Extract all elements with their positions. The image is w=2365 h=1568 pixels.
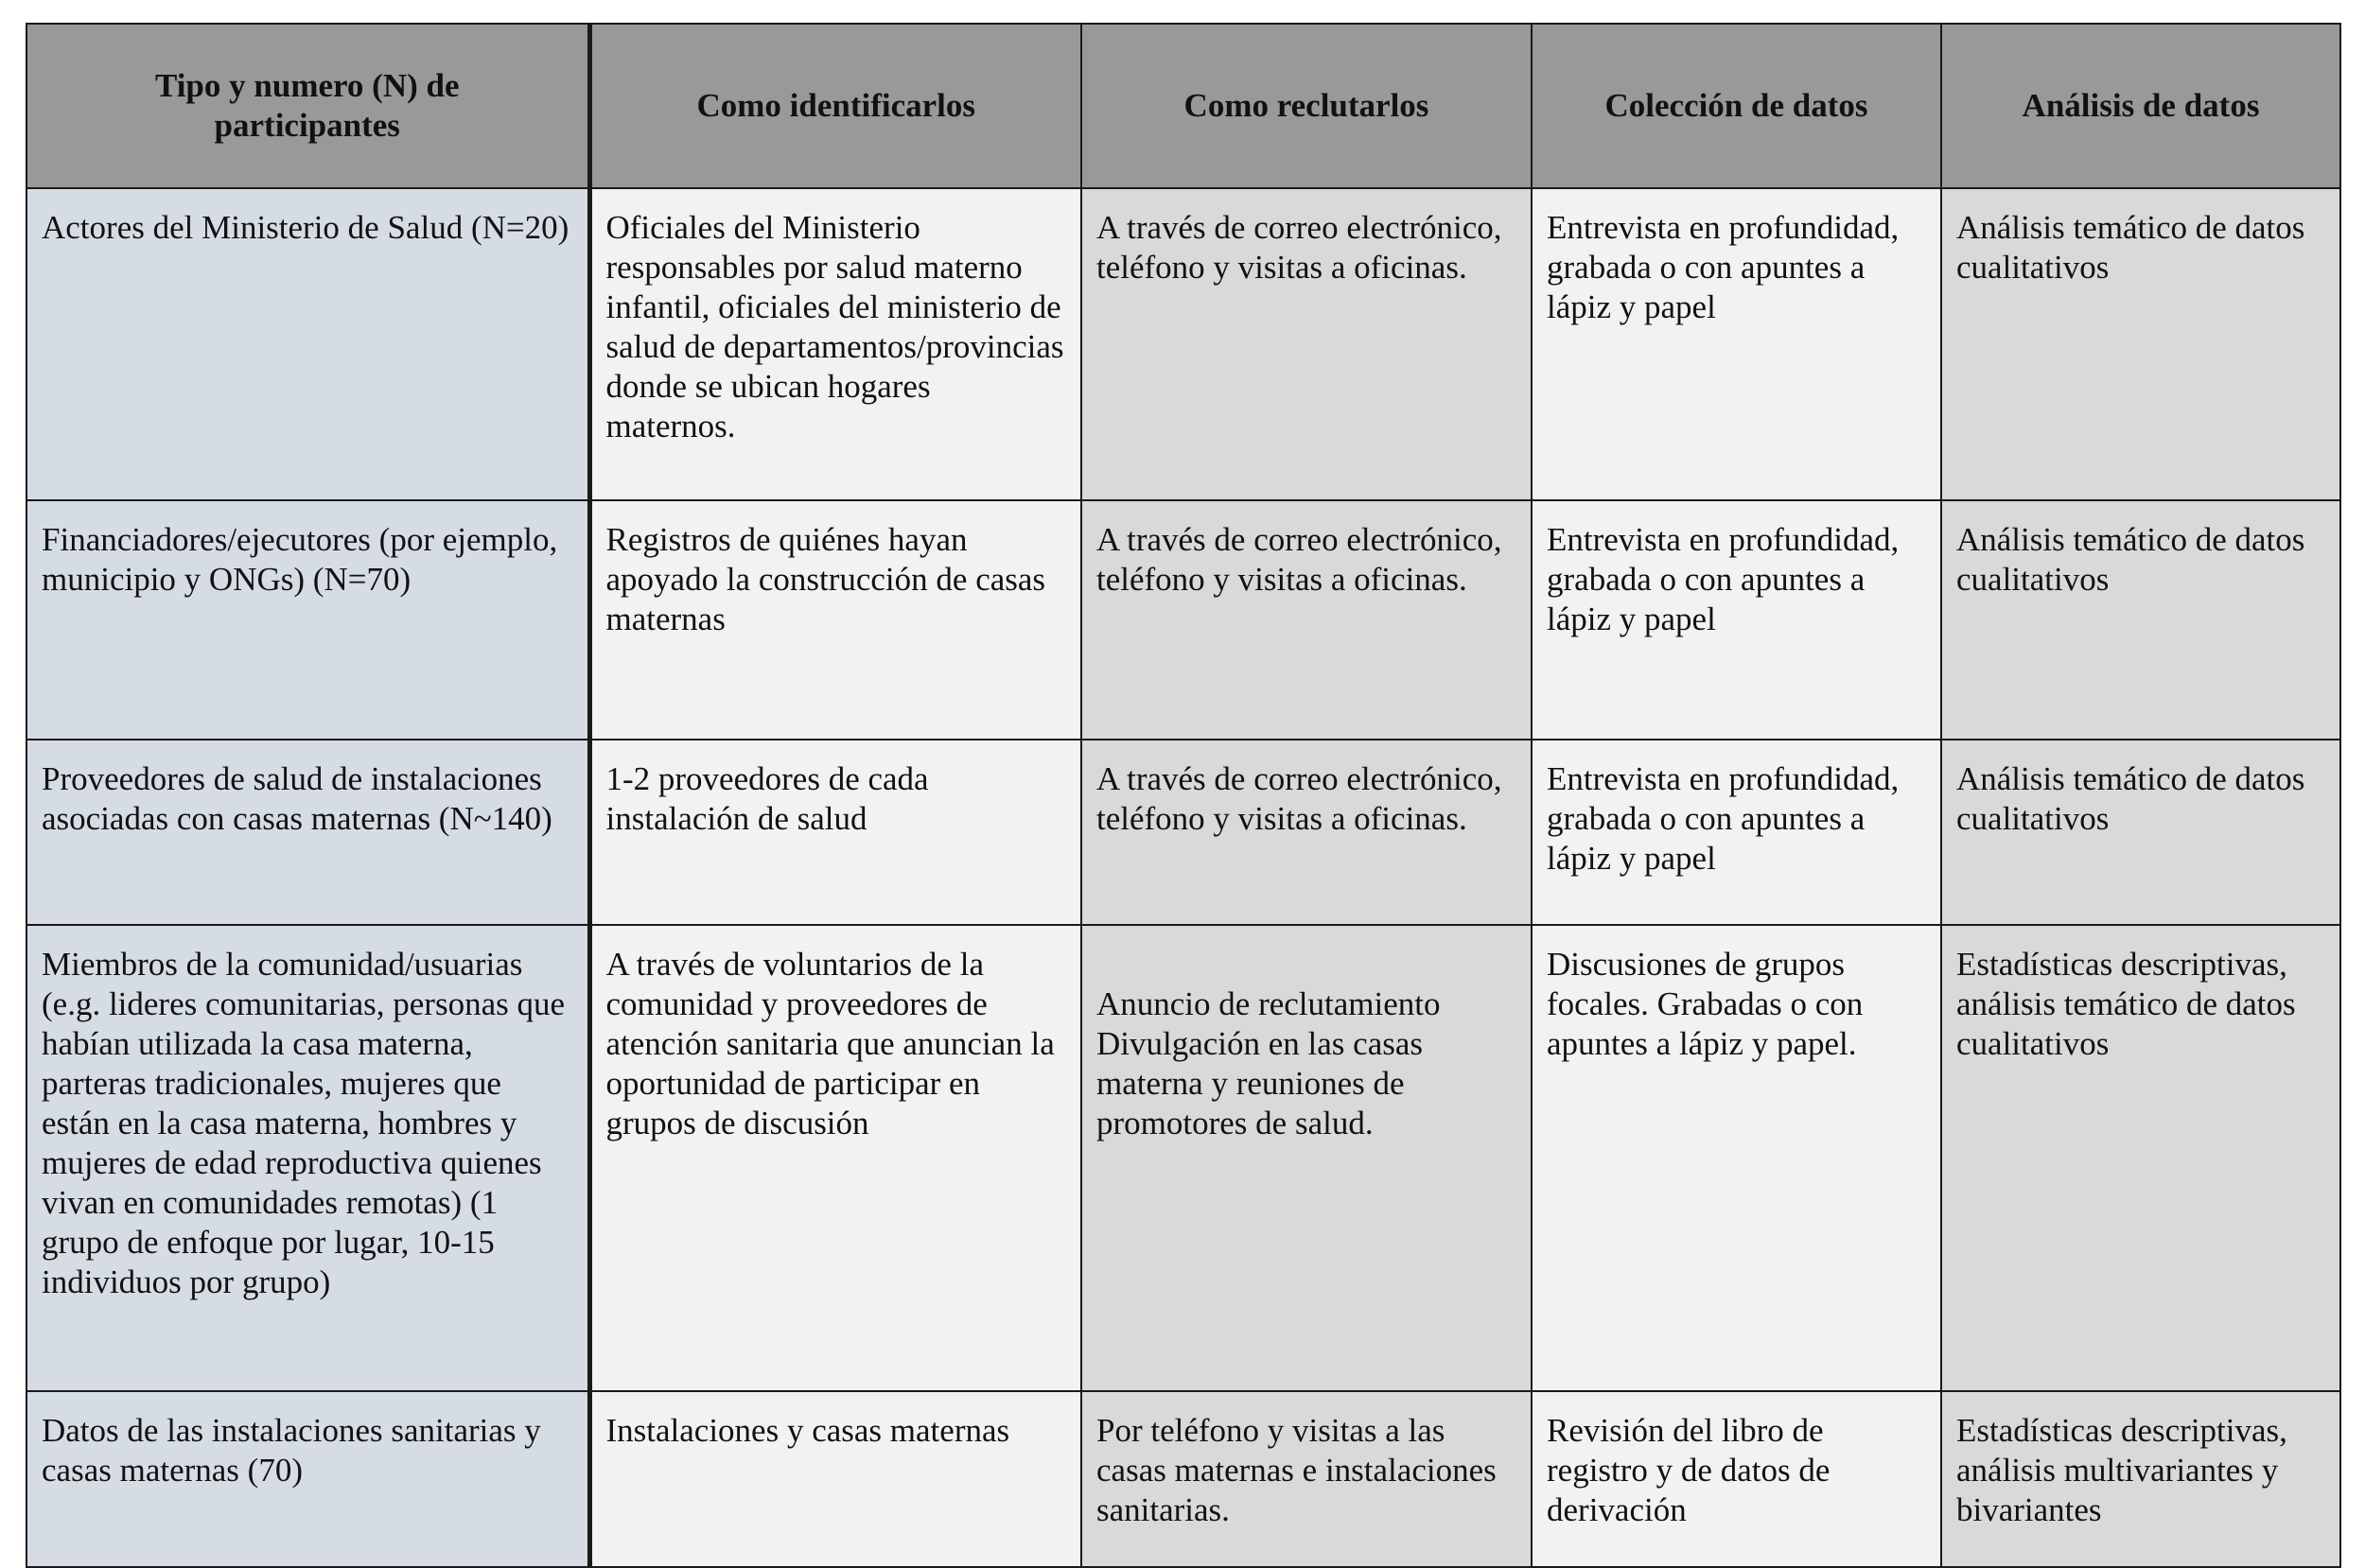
cell-data-collection: Entrevista en profundidad, grabada o con apuntes a lápiz y papel [1532, 188, 1941, 500]
cell-recruit: Anuncio de reclutamiento Divulgación en las casas materna y reuniones de promotores de salud. [1081, 925, 1532, 1391]
cell-data-collection: Revisión del libro de registro y de datos de derivación [1532, 1391, 1941, 1567]
cell-identify: Instalaciones y casas maternas [589, 1391, 1081, 1567]
cell-identify: Registros de quiénes hayan apoyado la construcción de casas maternas [589, 500, 1081, 740]
cell-data-analysis: Estadísticas descriptivas, análisis multivariantes y bivariantes [1941, 1391, 2340, 1567]
table-row [26, 1391, 2340, 1567]
cell-data-analysis: Estadísticas descriptivas, análisis temático de datos cualitativos [1941, 925, 2340, 1391]
cell-data-collection: Discusiones de grupos focales. Grabadas o con apuntes a lápiz y papel. [1532, 925, 1941, 1391]
header-data-collection: Colección de datos [1532, 24, 1941, 188]
cell-data-collection: Entrevista en profundidad, grabada o con apuntes a lápiz y papel [1532, 740, 1941, 925]
header-recruit: Como reclutarlos [1081, 24, 1532, 188]
table-row [26, 500, 2340, 740]
table-row [26, 188, 2340, 500]
cell-data-analysis: Análisis temático de datos cualitativos [1941, 188, 2340, 500]
cell-participants: Datos de las instalaciones sanitarias y casas maternas (70) [26, 1391, 589, 1567]
header-data-analysis: Análisis de datos [1941, 24, 2340, 188]
cell-data-analysis: Análisis temático de datos cualitativos [1941, 740, 2340, 925]
cell-identify: 1-2 proveedores de cada instalación de salud [589, 740, 1081, 925]
cell-participants: Actores del Ministerio de Salud (N=20) [26, 188, 589, 500]
table-body [26, 188, 2340, 1567]
cell-data-collection: Entrevista en profundidad, grabada o con apuntes a lápiz y papel [1532, 500, 1941, 740]
cell-participants: Proveedores de salud de instalaciones asociadas con casas maternas (N~140) [26, 740, 589, 925]
header-identify: Como identificarlos [589, 24, 1081, 188]
header-row [26, 24, 2340, 188]
cell-recruit: A través de correo electrónico, teléfono y visitas a oficinas. [1081, 740, 1532, 925]
table-header [26, 24, 2340, 188]
cell-recruit: A través de correo electrónico, teléfono y visitas a oficinas. [1081, 188, 1532, 500]
study-design-table [26, 23, 2341, 1568]
cell-data-analysis: Análisis temático de datos cualitativos [1941, 500, 2340, 740]
cell-recruit: A través de correo electrónico, teléfono y visitas a oficinas. [1081, 500, 1532, 740]
table-row [26, 925, 2340, 1391]
table-row [26, 740, 2340, 925]
cell-recruit: Por teléfono y visitas a las casas maternas e instalaciones sanitarias. [1081, 1391, 1532, 1567]
cell-identify: A través de voluntarios de la comunidad y proveedores de atención sanitaria que anuncian la oportunidad de participar en grupos de discusión [589, 925, 1081, 1391]
cell-participants: Miembros de la comunidad/usuarias (e.g. lideres comunitarias, personas que habían utilizada la casa materna, parteras tradicionales, mujeres que están en la casa materna, hombres y mujeres de edad reproductiva quienes vivan en comunidades remotas) (1 grupo de enfoque por lugar, 10-15 individuos por grupo) [26, 925, 589, 1391]
cell-identify: Oficiales del Ministerio responsables por salud materno infantil, oficiales del ministerio de salud de departamentos/provincias donde se ubican hogares maternos. [589, 188, 1081, 500]
cell-participants: Financiadores/ejecutores (por ejemplo, municipio y ONGs) (N=70) [26, 500, 589, 740]
header-participants: Tipo y numero (N) de participantes [26, 24, 589, 188]
